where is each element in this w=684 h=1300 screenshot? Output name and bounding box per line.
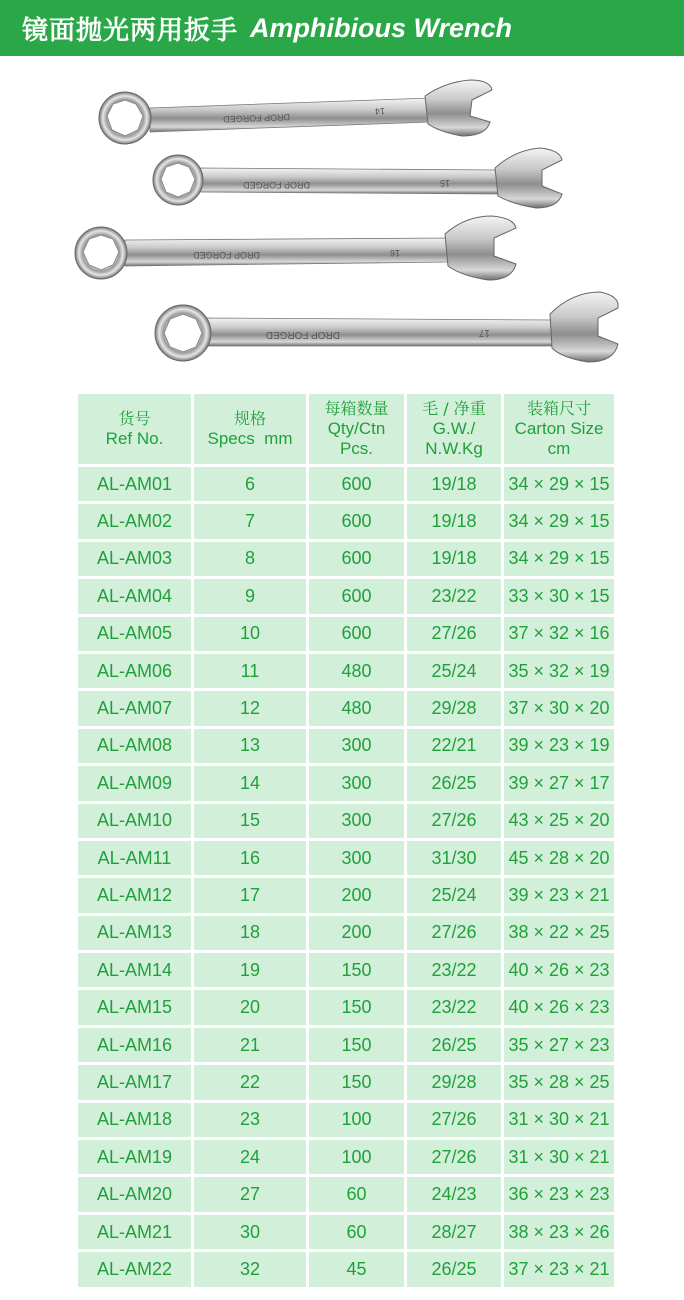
wrench-1-size: 14: [374, 106, 386, 117]
table-row: [78, 1065, 614, 1099]
cell-carton-size: 37 × 23 × 21: [504, 1252, 614, 1286]
cell-weight: 27/26: [407, 804, 501, 838]
cell-spec: 19: [194, 953, 306, 987]
cell-ref-no: AL-AM15: [78, 990, 191, 1024]
cell-spec: 17: [194, 878, 306, 912]
wrench-1-label: DROP FORGED: [223, 112, 291, 125]
cell-carton-size: 38 × 22 × 25: [504, 916, 614, 950]
wrench-2-size: 15: [439, 178, 450, 188]
cell-weight: 25/24: [407, 654, 501, 688]
table-row: [78, 1177, 614, 1211]
cell-ref-no: AL-AM02: [78, 504, 191, 538]
cell-spec: 20: [194, 990, 306, 1024]
cell-ref-no: AL-AM22: [78, 1252, 191, 1286]
cell-qty: 600: [309, 542, 404, 576]
cell-weight: 24/23: [407, 1177, 501, 1211]
wrench-4-label: DROP FORGED: [265, 329, 340, 340]
cell-spec: 15: [194, 804, 306, 838]
wrench-2-label: DROP FORGED: [243, 180, 310, 190]
cell-carton-size: 39 × 23 × 19: [504, 729, 614, 763]
cell-spec: 11: [194, 654, 306, 688]
cell-spec: 32: [194, 1252, 306, 1286]
table-row: [78, 1103, 614, 1137]
table-row: [78, 990, 614, 1024]
cell-carton-size: 35 × 32 × 19: [504, 654, 614, 688]
cell-qty: 480: [309, 654, 404, 688]
cell-weight: 25/24: [407, 878, 501, 912]
cell-ref-no: AL-AM16: [78, 1028, 191, 1062]
cell-ref-no: AL-AM14: [78, 953, 191, 987]
cell-spec: 9: [194, 579, 306, 613]
cell-carton-size: 36 × 23 × 23: [504, 1177, 614, 1211]
cell-ref-no: AL-AM08: [78, 729, 191, 763]
cell-weight: 23/22: [407, 990, 501, 1024]
cell-qty: 150: [309, 953, 404, 987]
cell-qty: 600: [309, 504, 404, 538]
cell-spec: 14: [194, 766, 306, 800]
cell-qty: 60: [309, 1215, 404, 1249]
cell-spec: 16: [194, 841, 306, 875]
cell-qty: 150: [309, 1065, 404, 1099]
wrench-photo: [0, 56, 684, 382]
cell-weight: 26/25: [407, 1028, 501, 1062]
cell-spec: 7: [194, 504, 306, 538]
cell-qty: 600: [309, 617, 404, 651]
cell-spec: 12: [194, 691, 306, 725]
header-carton-size: 装箱尺寸 Carton Size cm: [504, 394, 614, 464]
cell-carton-size: 34 × 29 × 15: [504, 504, 614, 538]
table-row: [78, 691, 614, 725]
cell-ref-no: AL-AM09: [78, 766, 191, 800]
wrench-3: [75, 216, 516, 280]
cell-carton-size: 45 × 28 × 20: [504, 841, 614, 875]
wrench-4-size: 17: [478, 327, 490, 338]
cell-carton-size: 40 × 26 × 23: [504, 990, 614, 1024]
cell-ref-no: AL-AM07: [78, 691, 191, 725]
cell-qty: 600: [309, 467, 404, 501]
cell-weight: 27/26: [407, 916, 501, 950]
cell-weight: 29/28: [407, 1065, 501, 1099]
cell-ref-no: AL-AM01: [78, 467, 191, 501]
cell-weight: 27/26: [407, 1103, 501, 1137]
cell-spec: 23: [194, 1103, 306, 1137]
wrench-4: [155, 292, 618, 362]
wrench-3-size: 16: [389, 248, 400, 258]
table-row: [78, 804, 614, 838]
cell-ref-no: AL-AM17: [78, 1065, 191, 1099]
cell-qty: 150: [309, 990, 404, 1024]
header-ref-no: 货号 Ref No.: [78, 394, 191, 464]
cell-ref-no: AL-AM06: [78, 654, 191, 688]
cell-ref-no: AL-AM13: [78, 916, 191, 950]
table-row: [78, 542, 614, 576]
cell-carton-size: 38 × 23 × 26: [504, 1215, 614, 1249]
cell-carton-size: 35 × 28 × 25: [504, 1065, 614, 1099]
cell-weight: 19/18: [407, 542, 501, 576]
table-body: [78, 467, 614, 1287]
table-row: [78, 1028, 614, 1062]
header-specs: 规格 Specs mm: [194, 394, 306, 464]
title-banner: [0, 0, 684, 56]
cell-weight: 27/26: [407, 617, 501, 651]
table-row: [78, 654, 614, 688]
cell-qty: 300: [309, 729, 404, 763]
table-row: [78, 1140, 614, 1174]
cell-spec: 13: [194, 729, 306, 763]
cell-weight: 19/18: [407, 467, 501, 501]
cell-qty: 200: [309, 878, 404, 912]
table-row: [78, 467, 614, 501]
spec-table: [75, 391, 617, 1290]
cell-qty: 300: [309, 841, 404, 875]
cell-spec: 24: [194, 1140, 306, 1174]
cell-qty: 100: [309, 1140, 404, 1174]
cell-ref-no: AL-AM10: [78, 804, 191, 838]
header-qty: 每箱数量 Qty/Ctn Pcs.: [309, 394, 404, 464]
cell-ref-no: AL-AM04: [78, 579, 191, 613]
cell-carton-size: 31 × 30 × 21: [504, 1140, 614, 1174]
table-header-row: [78, 394, 614, 464]
cell-spec: 8: [194, 542, 306, 576]
table-row: [78, 766, 614, 800]
cell-spec: 10: [194, 617, 306, 651]
title-english: Amphibious Wrench: [250, 12, 513, 43]
cell-carton-size: 39 × 27 × 17: [504, 766, 614, 800]
cell-spec: 6: [194, 467, 306, 501]
cell-carton-size: 37 × 32 × 16: [504, 617, 614, 651]
cell-ref-no: AL-AM18: [78, 1103, 191, 1137]
cell-qty: 200: [309, 916, 404, 950]
table-row: [78, 841, 614, 875]
table-row: [78, 729, 614, 763]
cell-weight: 19/18: [407, 504, 501, 538]
cell-spec: 22: [194, 1065, 306, 1099]
cell-qty: 300: [309, 766, 404, 800]
cell-spec: 30: [194, 1215, 306, 1249]
cell-ref-no: AL-AM21: [78, 1215, 191, 1249]
table-row: [78, 916, 614, 950]
cell-ref-no: AL-AM20: [78, 1177, 191, 1211]
cell-carton-size: 33 × 30 × 15: [504, 579, 614, 613]
table-row: [78, 953, 614, 987]
cell-weight: 26/25: [407, 1252, 501, 1286]
cell-carton-size: 40 × 26 × 23: [504, 953, 614, 987]
cell-qty: 300: [309, 804, 404, 838]
cell-ref-no: AL-AM05: [78, 617, 191, 651]
wrench-2: [153, 148, 562, 208]
table-row: [78, 1252, 614, 1286]
cell-weight: 31/30: [407, 841, 501, 875]
cell-ref-no: AL-AM12: [78, 878, 191, 912]
cell-carton-size: 34 × 29 × 15: [504, 467, 614, 501]
table-row: [78, 504, 614, 538]
cell-carton-size: 43 × 25 × 20: [504, 804, 614, 838]
table-row: [78, 579, 614, 613]
cell-qty: 480: [309, 691, 404, 725]
cell-carton-size: 31 × 30 × 21: [504, 1103, 614, 1137]
cell-weight: 29/28: [407, 691, 501, 725]
cell-carton-size: 34 × 29 × 15: [504, 542, 614, 576]
table-row: [78, 617, 614, 651]
cell-ref-no: AL-AM19: [78, 1140, 191, 1174]
cell-qty: 150: [309, 1028, 404, 1062]
header-weight: 毛 / 净重 G.W./ N.W.Kg: [407, 394, 501, 464]
wrench-3-label: DROP FORGED: [193, 250, 260, 260]
cell-weight: 23/22: [407, 953, 501, 987]
cell-qty: 60: [309, 1177, 404, 1211]
table-row: [78, 878, 614, 912]
cell-spec: 27: [194, 1177, 306, 1211]
table-row: [78, 1215, 614, 1249]
cell-carton-size: 35 × 27 × 23: [504, 1028, 614, 1062]
cell-weight: 22/21: [407, 729, 501, 763]
cell-weight: 27/26: [407, 1140, 501, 1174]
cell-weight: 26/25: [407, 766, 501, 800]
cell-carton-size: 39 × 23 × 21: [504, 878, 614, 912]
cell-carton-size: 37 × 30 × 20: [504, 691, 614, 725]
cell-qty: 45: [309, 1252, 404, 1286]
cell-ref-no: AL-AM11: [78, 841, 191, 875]
cell-qty: 600: [309, 579, 404, 613]
cell-spec: 21: [194, 1028, 306, 1062]
cell-weight: 28/27: [407, 1215, 501, 1249]
cell-spec: 18: [194, 916, 306, 950]
cell-qty: 100: [309, 1103, 404, 1137]
cell-ref-no: AL-AM03: [78, 542, 191, 576]
title-chinese: 镜面抛光两用扳手: [22, 15, 239, 46]
cell-weight: 23/22: [407, 579, 501, 613]
wrench-1: [99, 80, 492, 144]
